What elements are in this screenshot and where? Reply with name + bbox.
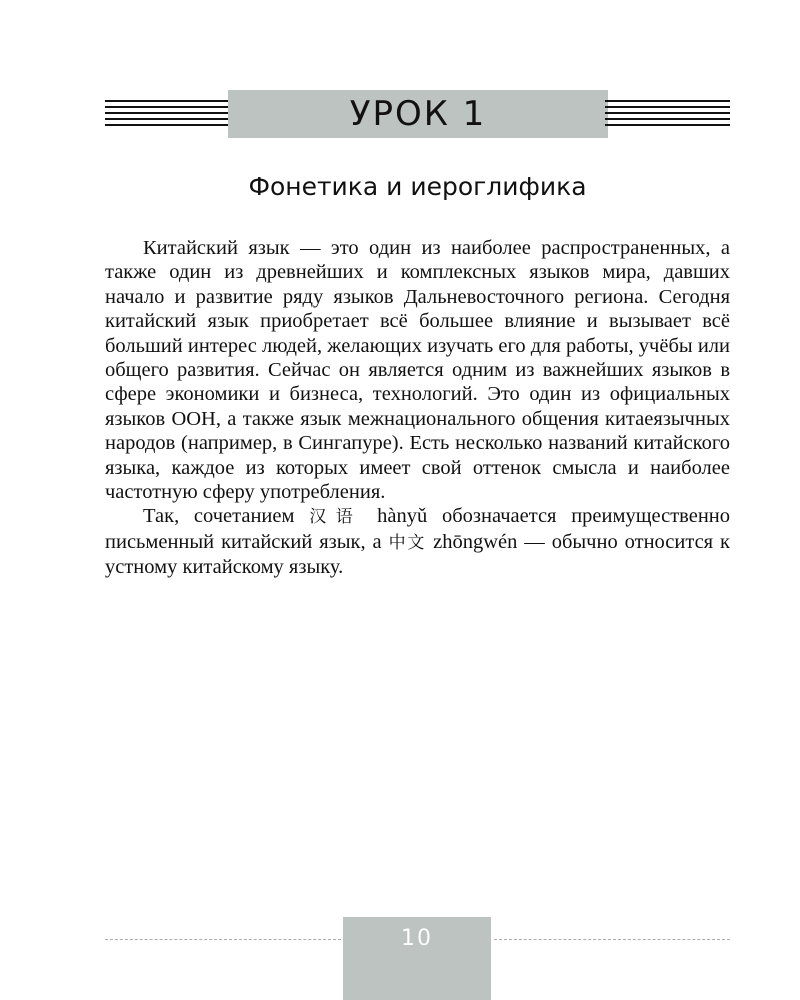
paragraph-2-part-a: Так, сочетанием: [143, 505, 310, 528]
paragraph-2: [105, 504, 730, 579]
paragraph-2-part-b: hànyǔ обозначается преимущественно письменный китайский язык, а: [105, 505, 731, 553]
lesson-title: УРОК 1: [228, 90, 608, 138]
header-rule-right: [605, 100, 730, 130]
paragraph-1: Китайский язык — это один из наиболее распространенных, а также один из древнейших и комплексных языков мира, давших начало и развитие ряду языков Дальневосточного региона. Сегодня китайский язык приобретает всё большее влияние и вызывает всё больший интерес людей, желающих изучать его для работы, учёбы или общего развития. Сейчас он является одним из важнейших языков в сфере экономики и бизнеса, технологий. Это один из официальных языков ООН, а также язык межнационального общения китаеязычных народов (например, в Сингапуре). Есть несколько названий китайского языка, каждое из которых имеет свой оттенок смысла и наиболее частотную сферу употребления.: [105, 237, 730, 504]
page-footer: [105, 917, 730, 1000]
header-rule-left: [105, 100, 230, 130]
chinese-term-zhongwen: 中文: [388, 532, 427, 553]
lesson-header: [105, 90, 730, 138]
body-text: [105, 236, 730, 580]
paragraph-2-part-c: zhōngwén — обычно относится к устному китайскому языку.: [105, 530, 730, 579]
footer-dash-right: [494, 939, 730, 940]
page-number: 10: [343, 917, 491, 1000]
chinese-term-hanyu: 汉语: [309, 507, 363, 528]
lesson-subtitle: Фонетика и иероглифика: [248, 172, 587, 201]
footer-dash-left: [105, 939, 341, 940]
